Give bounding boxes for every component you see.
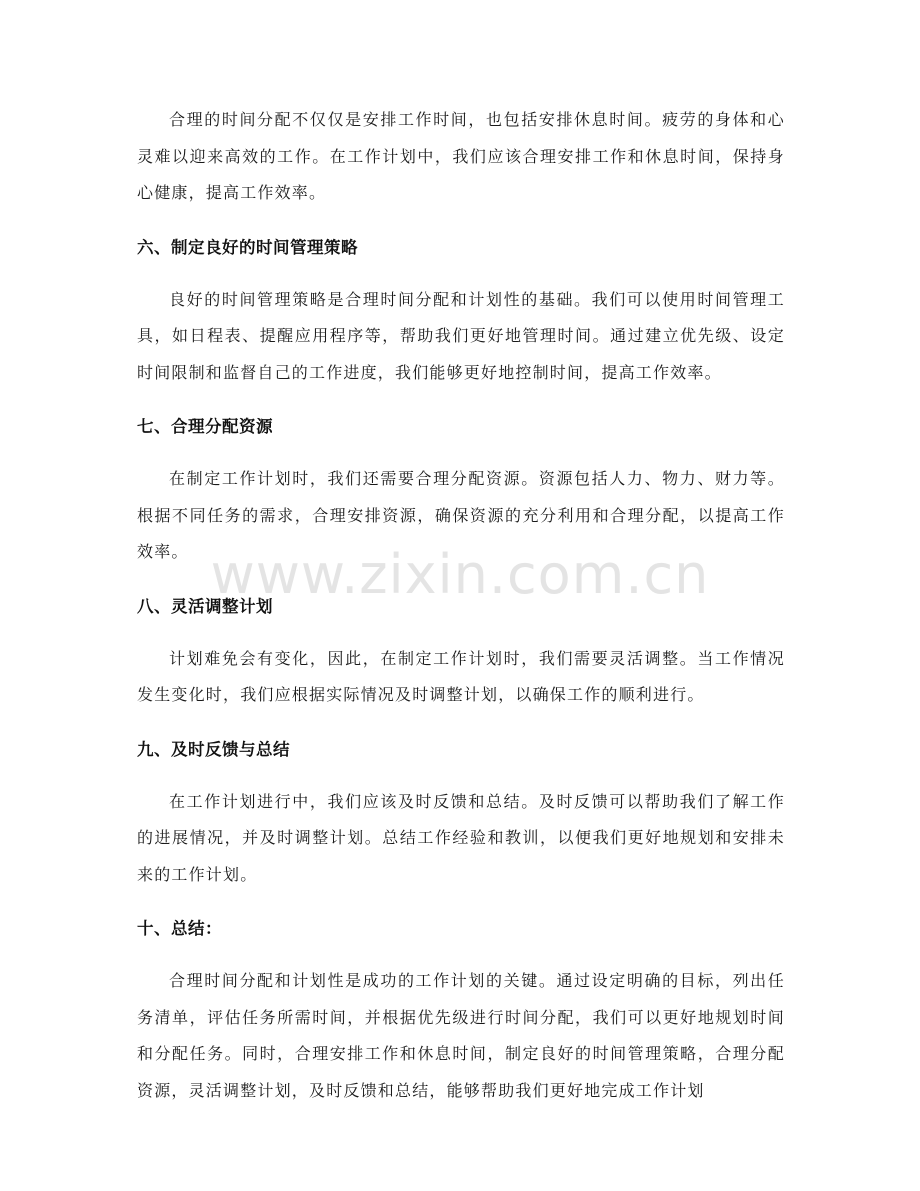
spacer <box>137 714 785 738</box>
section-heading-6: 六、制定良好的时间管理策略 <box>137 237 358 257</box>
section-heading-9: 九、及时反馈与总结 <box>137 739 290 759</box>
paragraph-section-9: 在工作计划进行中，我们应该及时反馈和总结。及时反馈可以帮助我们了解工作的进展情况，并及时调整计划。总结工作经验和教训，以便我们更好地规划和安排未来的工作计划。 <box>137 791 785 884</box>
spacer <box>137 571 785 595</box>
spacer <box>137 893 785 917</box>
paragraph-rest-time: 合理的时间分配不仅仅是安排工作时间，也包括安排休息时间。疲劳的身体和心灵难以迎来高效的工作。在工作计划中，我们应该合理安排工作和休息时间，保持身心健康，提高工作效率。 <box>137 110 785 202</box>
spacer <box>137 212 785 236</box>
spacer <box>137 391 785 415</box>
paragraph-summary: 合理时间分配和计划性是成功的工作计划的关键。通过设定明确的目标，列出任务清单，评估任务所需时间，并根据优先级进行时间分配，我们可以更好地规划时间和分配任务。同时，合理安排工作和休息时间，制定良好的时间管理策略，合理分配资源，灵活调整计划，及时反馈和总结，能够帮助我们更好地完成工作计划 <box>137 971 785 1100</box>
paragraph-section-7: 在制定工作计划时，我们还需要合理分配资源。资源包括人力、物力、财力等。根据不同任务的需求，合理安排资源，确保资源的充分利用和合理分配，以提高工作效率。 <box>137 469 785 561</box>
watermark: www.zixin.com.cn <box>210 543 710 606</box>
paragraph-section-6: 良好的时间管理策略是合理时间分配和计划性的基础。我们可以使用时间管理工具，如日程表、提醒应用程序等，帮助我们更好地管理时间。通过建立优先级、设定时间限制和监督自己的工作进度，我们能够更好地控制时间，提高工作效率。 <box>137 289 785 382</box>
paragraph-section-8: 计划难免会有变化，因此，在制定工作计划时，我们需要灵活调整。当工作情况发生变化时，我们应根据实际情况及时调整计划，以确保工作的顺利进行。 <box>137 648 785 704</box>
spacer <box>137 439 785 461</box>
spacer <box>137 619 785 641</box>
section-heading-7: 七、合理分配资源 <box>137 417 273 436</box>
spacer <box>137 260 785 282</box>
document-body <box>137 102 785 1109</box>
spacer <box>137 941 785 963</box>
spacer <box>137 762 785 784</box>
section-heading-8: 八、灵活调整计划 <box>137 596 273 616</box>
section-heading-10: 十、总结： <box>137 919 222 938</box>
